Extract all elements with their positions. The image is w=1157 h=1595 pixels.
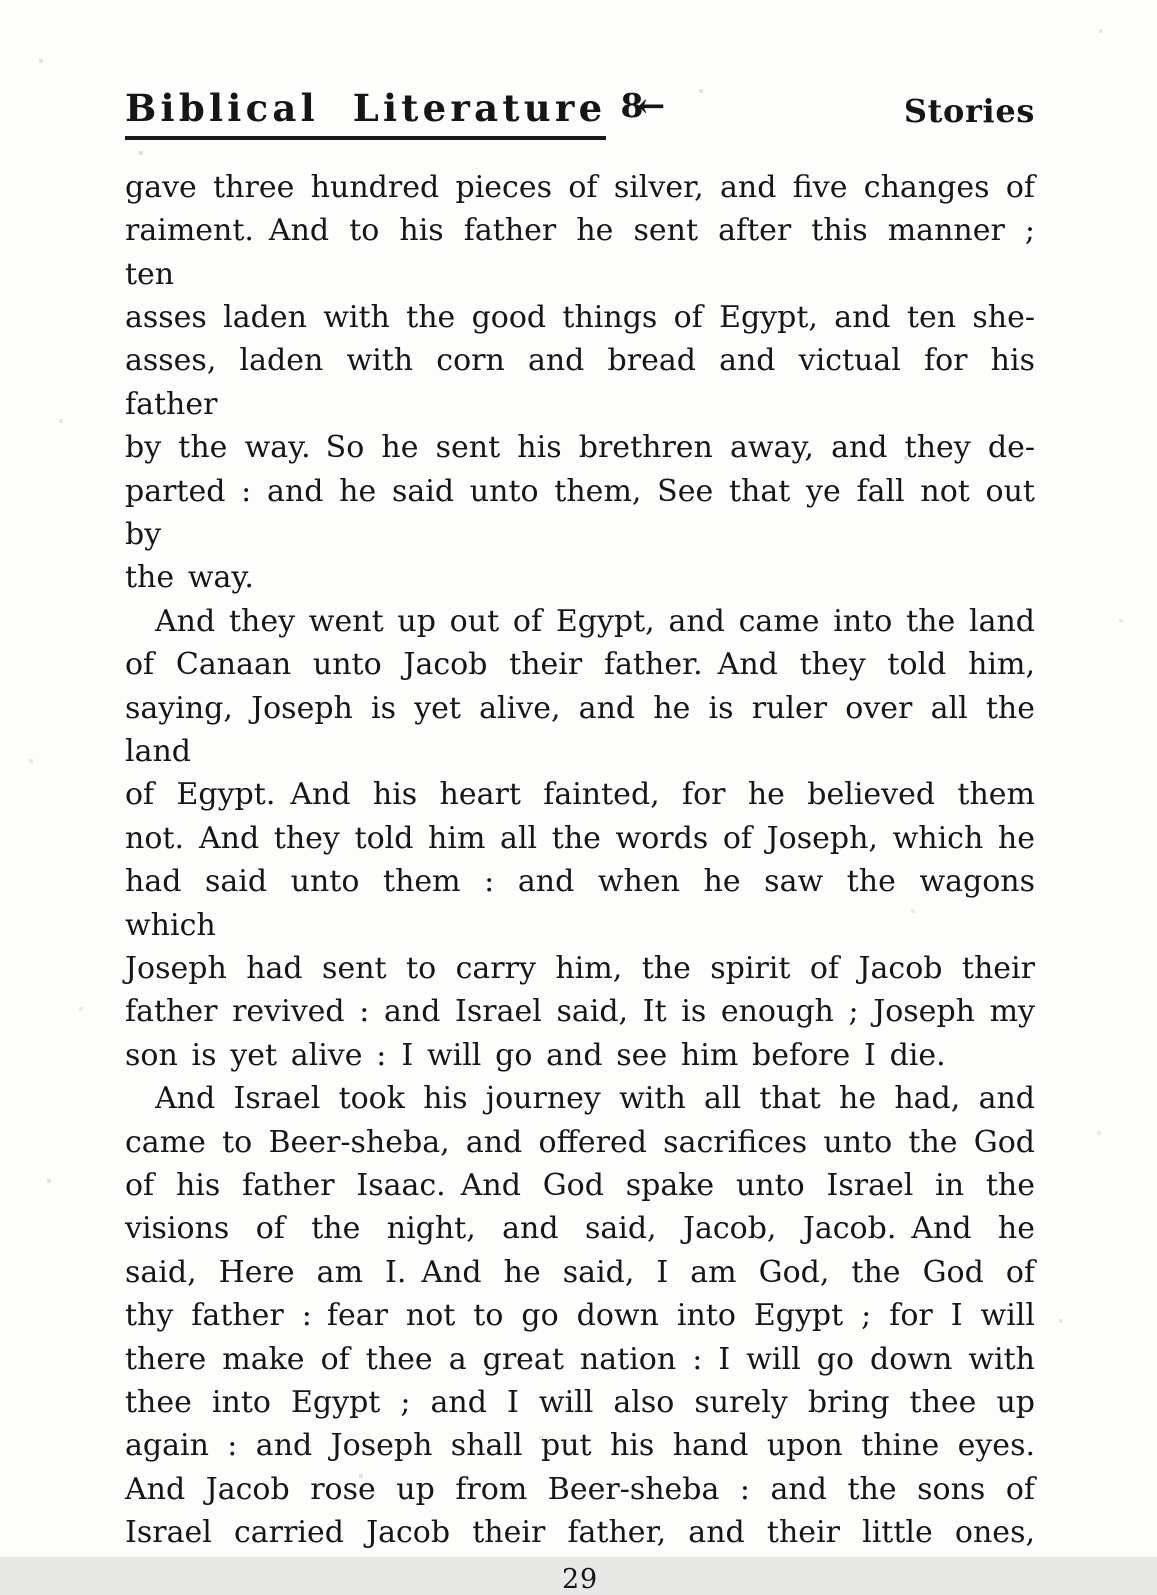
text-line: the way. — [125, 560, 254, 596]
text-line: And they went up out of Egypt, and came into the land — [155, 603, 1035, 639]
text-line: visions of the night, and said, Jacob, Jacob. And he — [125, 1211, 1035, 1247]
text-line: of his father Isaac. And God spake unto Israel in the — [125, 1168, 1035, 1204]
title-block — [125, 88, 659, 140]
text-line: of Canaan unto Jacob their father. And they told him, — [125, 647, 1035, 683]
page-number: 29 — [562, 1563, 598, 1595]
paragraph — [125, 1077, 1035, 1554]
text-line: of Egypt. And his heart fainted, for he believed them — [125, 777, 1035, 813]
paragraph — [125, 600, 1035, 1077]
text-line: said, Here am I. And he said, I am God, the God of — [125, 1254, 1035, 1290]
text-line: father revived : and Israel said, It is enough ; Joseph my — [125, 994, 1035, 1030]
text-line: came to Beer-sheba, and offered sacrifices unto the God — [125, 1124, 1035, 1160]
text-line: son is yet alive : I will go and see him before I die. — [125, 1037, 946, 1073]
text-line: by the way. So he sent his brethren away, and they de- — [125, 430, 1035, 466]
text-line: Joseph had sent to carry him, the spirit of Jacob their — [125, 951, 1035, 986]
text-line: not. And they told him all the words of Joseph, which he — [125, 820, 1035, 856]
running-head: Stories — [903, 91, 1035, 130]
text-line: gave three hundred pieces of silver, and five changes of — [125, 169, 1035, 205]
page-header — [125, 88, 1035, 140]
text-line: there make of thee a great nation : I will go down with — [125, 1341, 1035, 1377]
page-body — [125, 166, 1035, 1555]
text-line: thee into Egypt ; and I will also surely bring thee up — [125, 1385, 1035, 1421]
text-line: thy father : fear not to go down into Egypt ; for I will — [125, 1298, 1035, 1334]
text-line: asses laden with the good things of Egypt, and ten she- — [125, 299, 1035, 335]
text-line: Israel carried Jacob their father, and their little ones, — [125, 1515, 1035, 1551]
text-line: had said unto them : and when he saw the wagons which — [125, 864, 1035, 943]
text-line: raiment. And to his father he sent after this manner ; ten — [125, 213, 1035, 292]
scan-noise — [0, 0, 2, 2]
text-line: asses, laden with corn and bread and victual for his father — [125, 343, 1035, 422]
page-title: Biblical Literature — [125, 88, 606, 140]
paragraph — [125, 166, 1035, 600]
text-line: And Jacob rose up from Beer-sheba : and the sons of — [125, 1471, 1035, 1507]
text-line: saying, Joseph is yet alive, and he is ruler over all the land — [125, 690, 1035, 769]
text-line: again : and Joseph shall put his hand upon thine eyes. — [125, 1428, 1035, 1464]
text-line: And Israel took his journey with all that he had, and — [155, 1081, 1035, 1117]
text-line: parted : and he said unto them, See that ye fall not out by — [125, 473, 1035, 552]
fleuron-ornament-icon: 8← — [620, 86, 660, 125]
